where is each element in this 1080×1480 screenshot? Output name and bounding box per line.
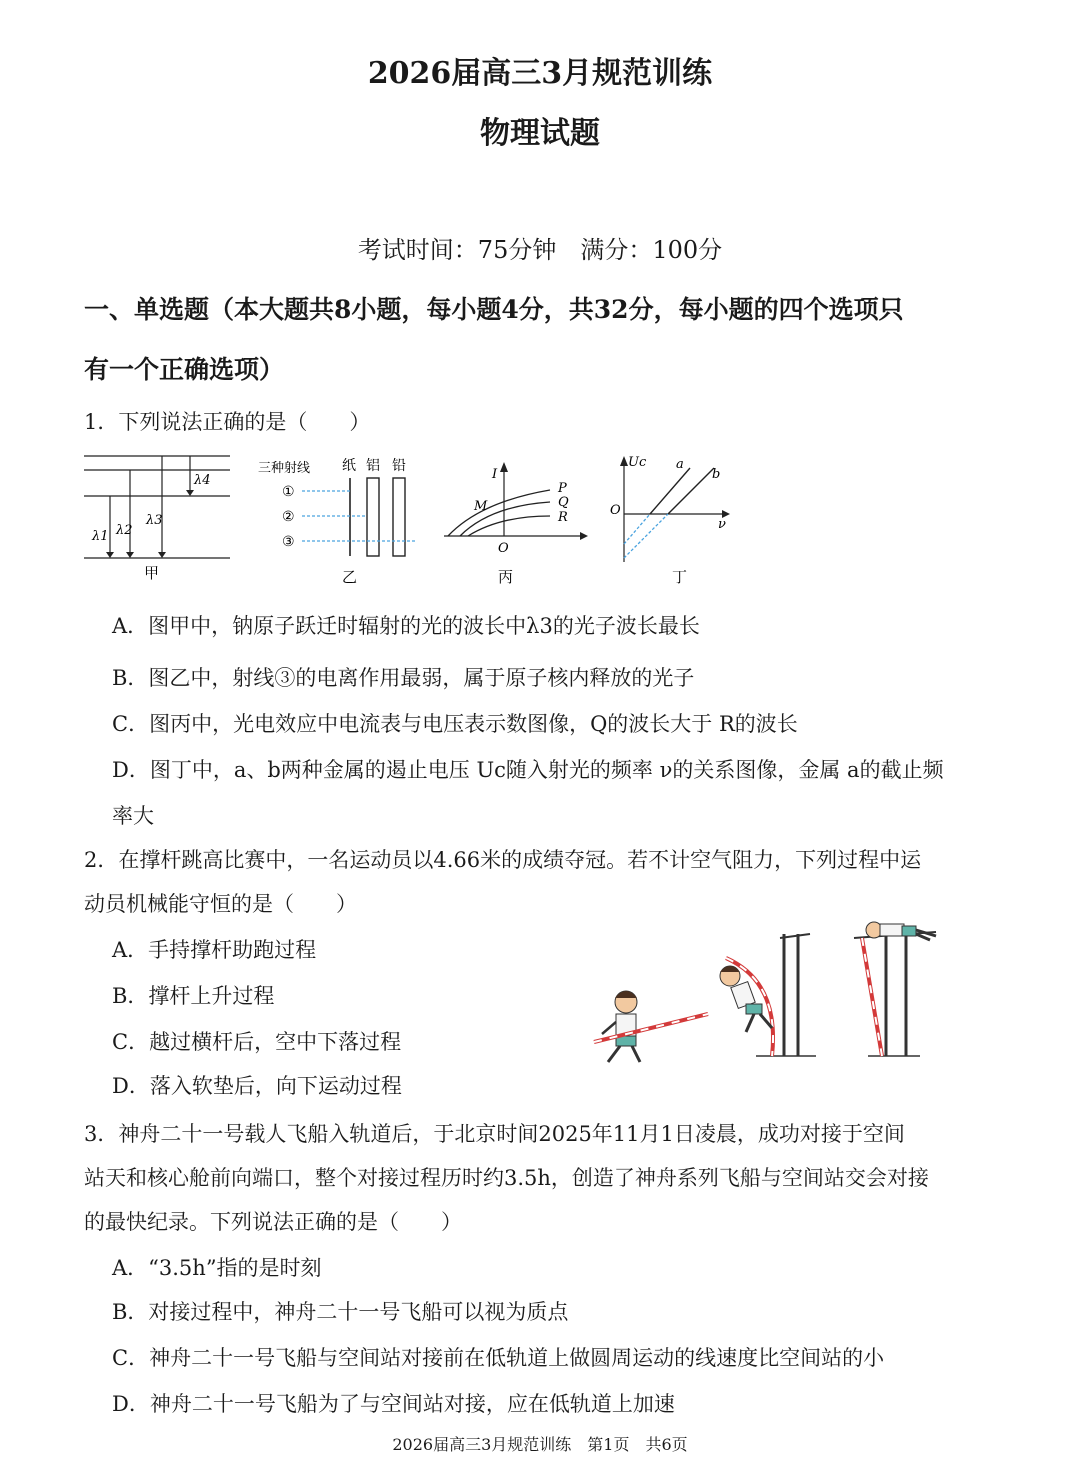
section-heading-line2: 有一个正确选项）	[84, 355, 285, 384]
caption-bing: 丙	[498, 568, 514, 586]
axis-nu: ν	[718, 517, 726, 532]
q3-option-c: C．神舟二十一号飞船与空间站对接前在低轨道上做圆周运动的线速度比空间站的小	[112, 1346, 885, 1370]
q3-stem-line2: 站天和核心舱前向端口，整个对接过程历时约3.5h，创造了神舟系列飞船与空间站交会对接	[84, 1166, 929, 1190]
figure-bing	[440, 458, 590, 588]
runner-figure	[602, 991, 640, 1062]
q1-stem: 1．下列说法正确的是（ ）	[84, 410, 371, 434]
q2-stem-line2: 动员机械能守恒的是（ ）	[84, 892, 357, 916]
q3-option-a: A．“3.5h”指的是时刻	[112, 1256, 322, 1280]
material-aluminum: 铝	[366, 458, 380, 474]
q3-option-d: D．神舟二十一号飞船为了与空间站对接，应在低轨道上加速	[112, 1392, 675, 1416]
q2-option-d: D．落入软垫后，向下运动过程	[112, 1074, 402, 1098]
ray-1: ①	[282, 484, 295, 500]
label-lambda2: λ2	[116, 523, 133, 538]
material-lead: 铅	[392, 458, 406, 474]
q3-stem-line3: 的最快纪录。下列说法正确的是（ ）	[84, 1210, 462, 1234]
q3-stem-line1: 3．神舟二十一号载人飞船入轨道后，于北京时间2025年11月1日凌晨，成功对接于空间	[84, 1122, 905, 1146]
figure-ding	[606, 452, 746, 588]
origin-o-ding: O	[610, 503, 621, 518]
q1-option-c: C．图丙中，光电效应中电流表与电压表示数图像，Q的波长大于 R的波长	[112, 712, 798, 736]
q1-option-b: B．图乙中，射线③的电离作用最弱，属于原子核内释放的光子	[112, 666, 695, 690]
page-footer: 2026届高三3月规范训练 第1页 共6页	[392, 1435, 688, 1454]
point-m: M	[474, 499, 488, 514]
axis-uc: Uc	[628, 455, 647, 470]
q1-option-d-line1: D．图丁中，a、b两种金属的遏止电压 Uc随入射光的频率 ν的关系图像，金属 a的截止频	[112, 758, 944, 782]
figure-yi	[256, 450, 426, 588]
pole-vault-illustration	[584, 918, 946, 1068]
origin-o: O	[498, 541, 509, 556]
q2-stem-line1: 2．在撑杆跳高比赛中，一名运动员以4.66米的成绩夺冠。若不计空气阻力，下列过程中运	[84, 848, 922, 872]
clearing-figure	[866, 922, 936, 940]
section-heading-line1: 一、单选题（本大题共8小题，每小题4分，共32分，每小题的四个选项只	[84, 295, 904, 324]
q2-option-c: C．越过横杆后，空中下落过程	[112, 1030, 402, 1054]
rays-label: 三种射线	[258, 461, 311, 476]
curve-q: Q	[558, 495, 569, 510]
q1-option-d-line2: 率大	[112, 804, 154, 828]
caption-ding: 丁	[672, 568, 688, 586]
q3-option-b: B．对接过程中，神舟二十一号飞船可以视为质点	[112, 1300, 569, 1324]
vaulter-figure	[720, 966, 772, 1032]
curve-r: R	[558, 510, 568, 525]
caption-yi: 乙	[342, 568, 358, 586]
line-b: b	[712, 467, 721, 482]
label-lambda4: λ4	[194, 473, 211, 488]
figure-jia	[80, 448, 240, 588]
q2-option-a: A．手持撑杆助跑过程	[112, 938, 317, 962]
ray-3: ③	[282, 534, 295, 550]
label-lambda1: λ1	[92, 529, 109, 544]
line-a: a	[676, 457, 684, 472]
caption-jia: 甲	[144, 564, 160, 582]
q2-option-b: B．撑杆上升过程	[112, 984, 275, 1008]
subject-title: 物理试题	[480, 116, 600, 151]
ray-2: ②	[282, 509, 295, 525]
material-paper: 纸	[342, 458, 356, 474]
label-lambda3: λ3	[146, 513, 163, 528]
axis-i: I	[492, 467, 498, 482]
curve-p: P	[558, 481, 567, 496]
exam-info: 考试时间：75分钟 满分：100分	[357, 236, 723, 264]
exam-title: 2026届高三3月规范训练	[367, 56, 713, 91]
q1-option-a: A．图甲中，钠原子跃迁时辐射的光的波长中λ3的光子波长最长	[112, 614, 700, 638]
